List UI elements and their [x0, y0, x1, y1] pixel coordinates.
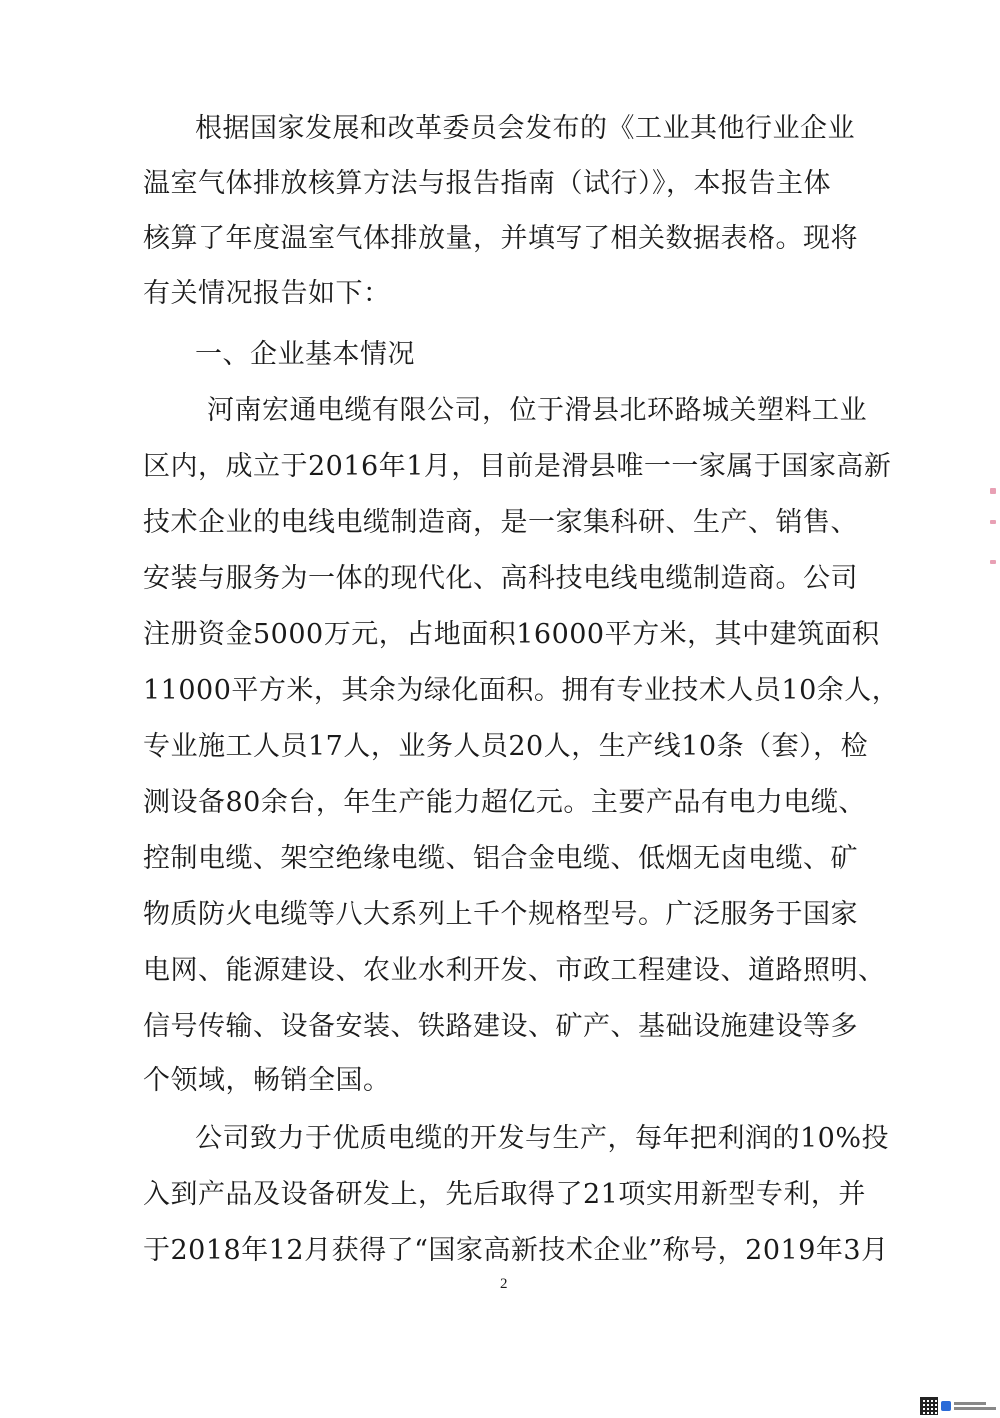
research-line-2: 入到产品及设备研发上，先后取得了21项实用新型专利，并: [143, 1179, 866, 1210]
company-line-3: 技术企业的电线电缆制造商，是一家集科研、生产、销售、: [143, 507, 858, 538]
intro-line-4: 有关情况报告如下：: [143, 278, 391, 309]
company-line-6: 11000平方米，其余为绿化面积。拥有专业技术人员10余人，: [143, 675, 900, 706]
qr-code-icon: [920, 1397, 938, 1415]
intro-line-2: 温室气体排放核算方法与报告指南（试行）》，本报告主体: [143, 168, 831, 199]
scanner-watermark: [920, 1396, 998, 1416]
page-number: 2: [500, 1276, 508, 1292]
app-logo-icon: [941, 1401, 951, 1411]
company-line-13: 个领域，畅销全国。: [143, 1065, 391, 1096]
company-line-12: 信号传输、设备安装、铁路建设、矿产、基础设施建设等多: [143, 1011, 858, 1042]
watermark-text-lines: [954, 1402, 996, 1410]
company-line-7: 专业施工人员17人，业务人员20人，生产线10条（套），检: [143, 731, 869, 762]
section-heading: 一、企业基本情况: [195, 339, 415, 370]
company-line-5: 注册资金5000万元，占地面积16000平方米，其中建筑面积: [143, 619, 880, 650]
research-line-1: 公司致力于优质电缆的开发与生产，每年把利润的10%投: [195, 1123, 890, 1154]
company-line-4: 安装与服务为一体的现代化、高科技电线电缆制造商。公司: [143, 563, 858, 594]
company-line-9: 控制电缆、架空绝缘电缆、铝合金电缆、低烟无卤电缆、矿: [143, 843, 858, 874]
intro-line-1: 根据国家发展和改革委员会发布的《工业其他行业企业: [195, 113, 855, 144]
company-line-2: 区内，成立于2016年1月，目前是滑县唯一一家属于国家高新: [143, 451, 892, 482]
intro-line-3: 核算了年度温室气体排放量，并填写了相关数据表格。现将: [143, 223, 858, 254]
company-line-10: 物质防火电缆等八大系列上千个规格型号。广泛服务于国家: [143, 899, 858, 930]
company-line-1: 河南宏通电缆有限公司，位于滑县北环路城关塑料工业: [207, 395, 867, 426]
company-line-8: 测设备80余台，年生产能力超亿元。主要产品有电力电缆、: [143, 787, 866, 818]
edge-mark: [990, 488, 996, 494]
research-line-3: 于2018年12月获得了“国家高新技术企业”称号，2019年3月: [143, 1235, 889, 1266]
edge-mark: [990, 560, 996, 564]
edge-mark: [990, 520, 996, 524]
company-line-11: 电网、能源建设、农业水利开发、市政工程建设、道路照明、: [143, 955, 886, 986]
